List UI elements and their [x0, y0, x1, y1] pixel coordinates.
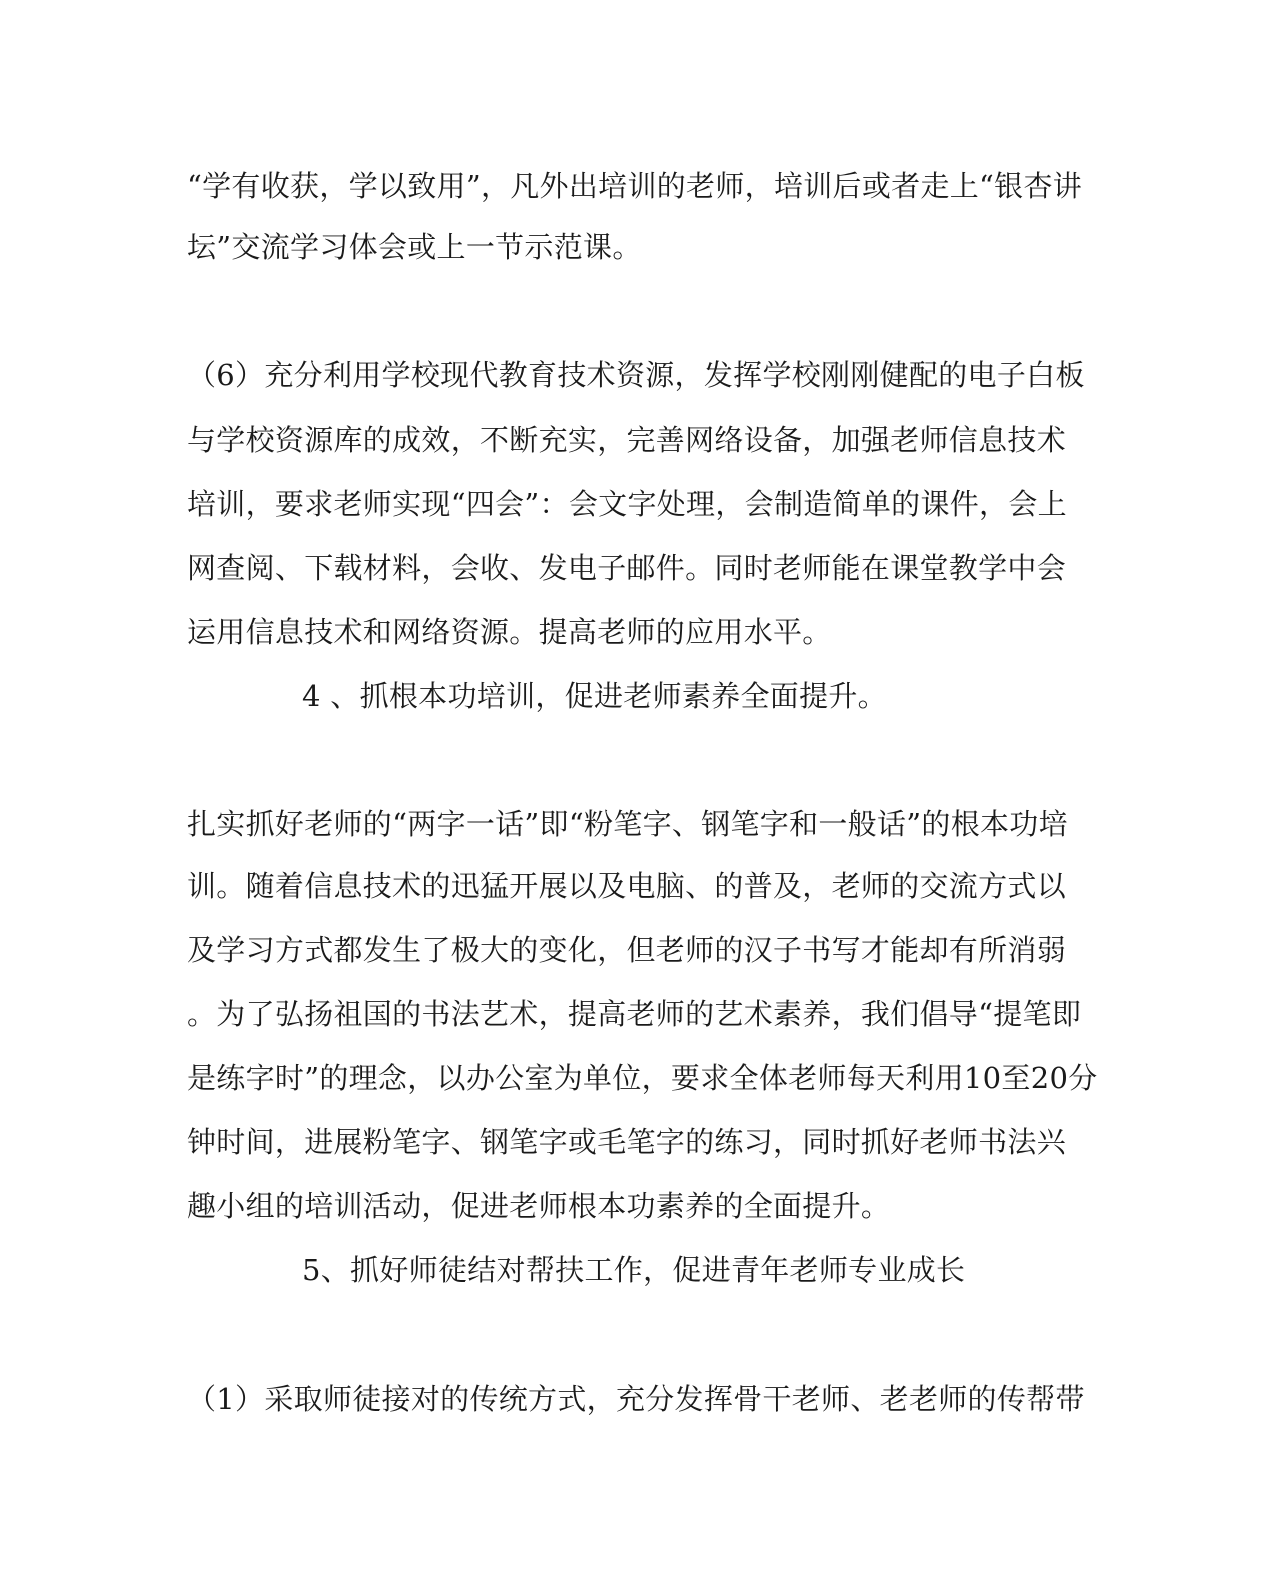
text-line: （6）充分利用学校现代教育技术资源，发挥学校刚刚健配的电子白板	[187, 358, 1085, 392]
text-line: 训。随着信息技术的迅猛开展以及电脑、的普及，老师的交流方式以	[187, 869, 1067, 903]
text-line: 钟时间，进展粉笔字、钢笔字或毛笔字的练习，同时抓好老师书法兴	[187, 1125, 1067, 1159]
text-line: 与学校资源库的成效，不断充实，完善网络设备，加强老师信息技术	[187, 423, 1067, 457]
text-line: 坛”交流学习体会或上一节示范课。	[187, 230, 642, 264]
text-line: 是练字时”的理念，以办公室为单位，要求全体老师每天利用10至20分	[187, 1061, 1098, 1095]
text-line: 趣小组的培训活动，促进老师根本功素养的全面提升。	[187, 1189, 891, 1223]
section-heading: 5、抓好师徒结对帮扶工作，促进青年老师专业成长	[302, 1253, 966, 1287]
text-line: （1）采取师徒接对的传统方式，充分发挥骨干老师、老老师的传帮带	[187, 1382, 1085, 1416]
text-line: 运用信息技术和网络资源。提高老师的应用水平。	[187, 615, 832, 649]
text-line: 网查阅、下载材料，会收、发电子邮件。同时老师能在课堂教学中会	[187, 551, 1067, 585]
text-line: 及学习方式都发生了极大的变化，但老师的汉子书写才能却有所消弱	[187, 933, 1067, 967]
section-heading: 4 、抓根本功培训，促进老师素养全面提升。	[302, 679, 887, 713]
text-line: 培训，要求老师实现“四会”：会文字处理，会制造简单的课件，会上	[187, 487, 1067, 521]
text-line: 。为了弘扬祖国的书法艺术，提高老师的艺术素养，我们倡导“提笔即	[187, 997, 1082, 1031]
text-line: “学有收获，学以致用”，凡外出培训的老师，培训后或者走上“银杏讲	[187, 169, 1083, 203]
text-line: 扎实抓好老师的“两字一话”即“粉笔字、钢笔字和一般话”的根本功培	[187, 807, 1068, 841]
